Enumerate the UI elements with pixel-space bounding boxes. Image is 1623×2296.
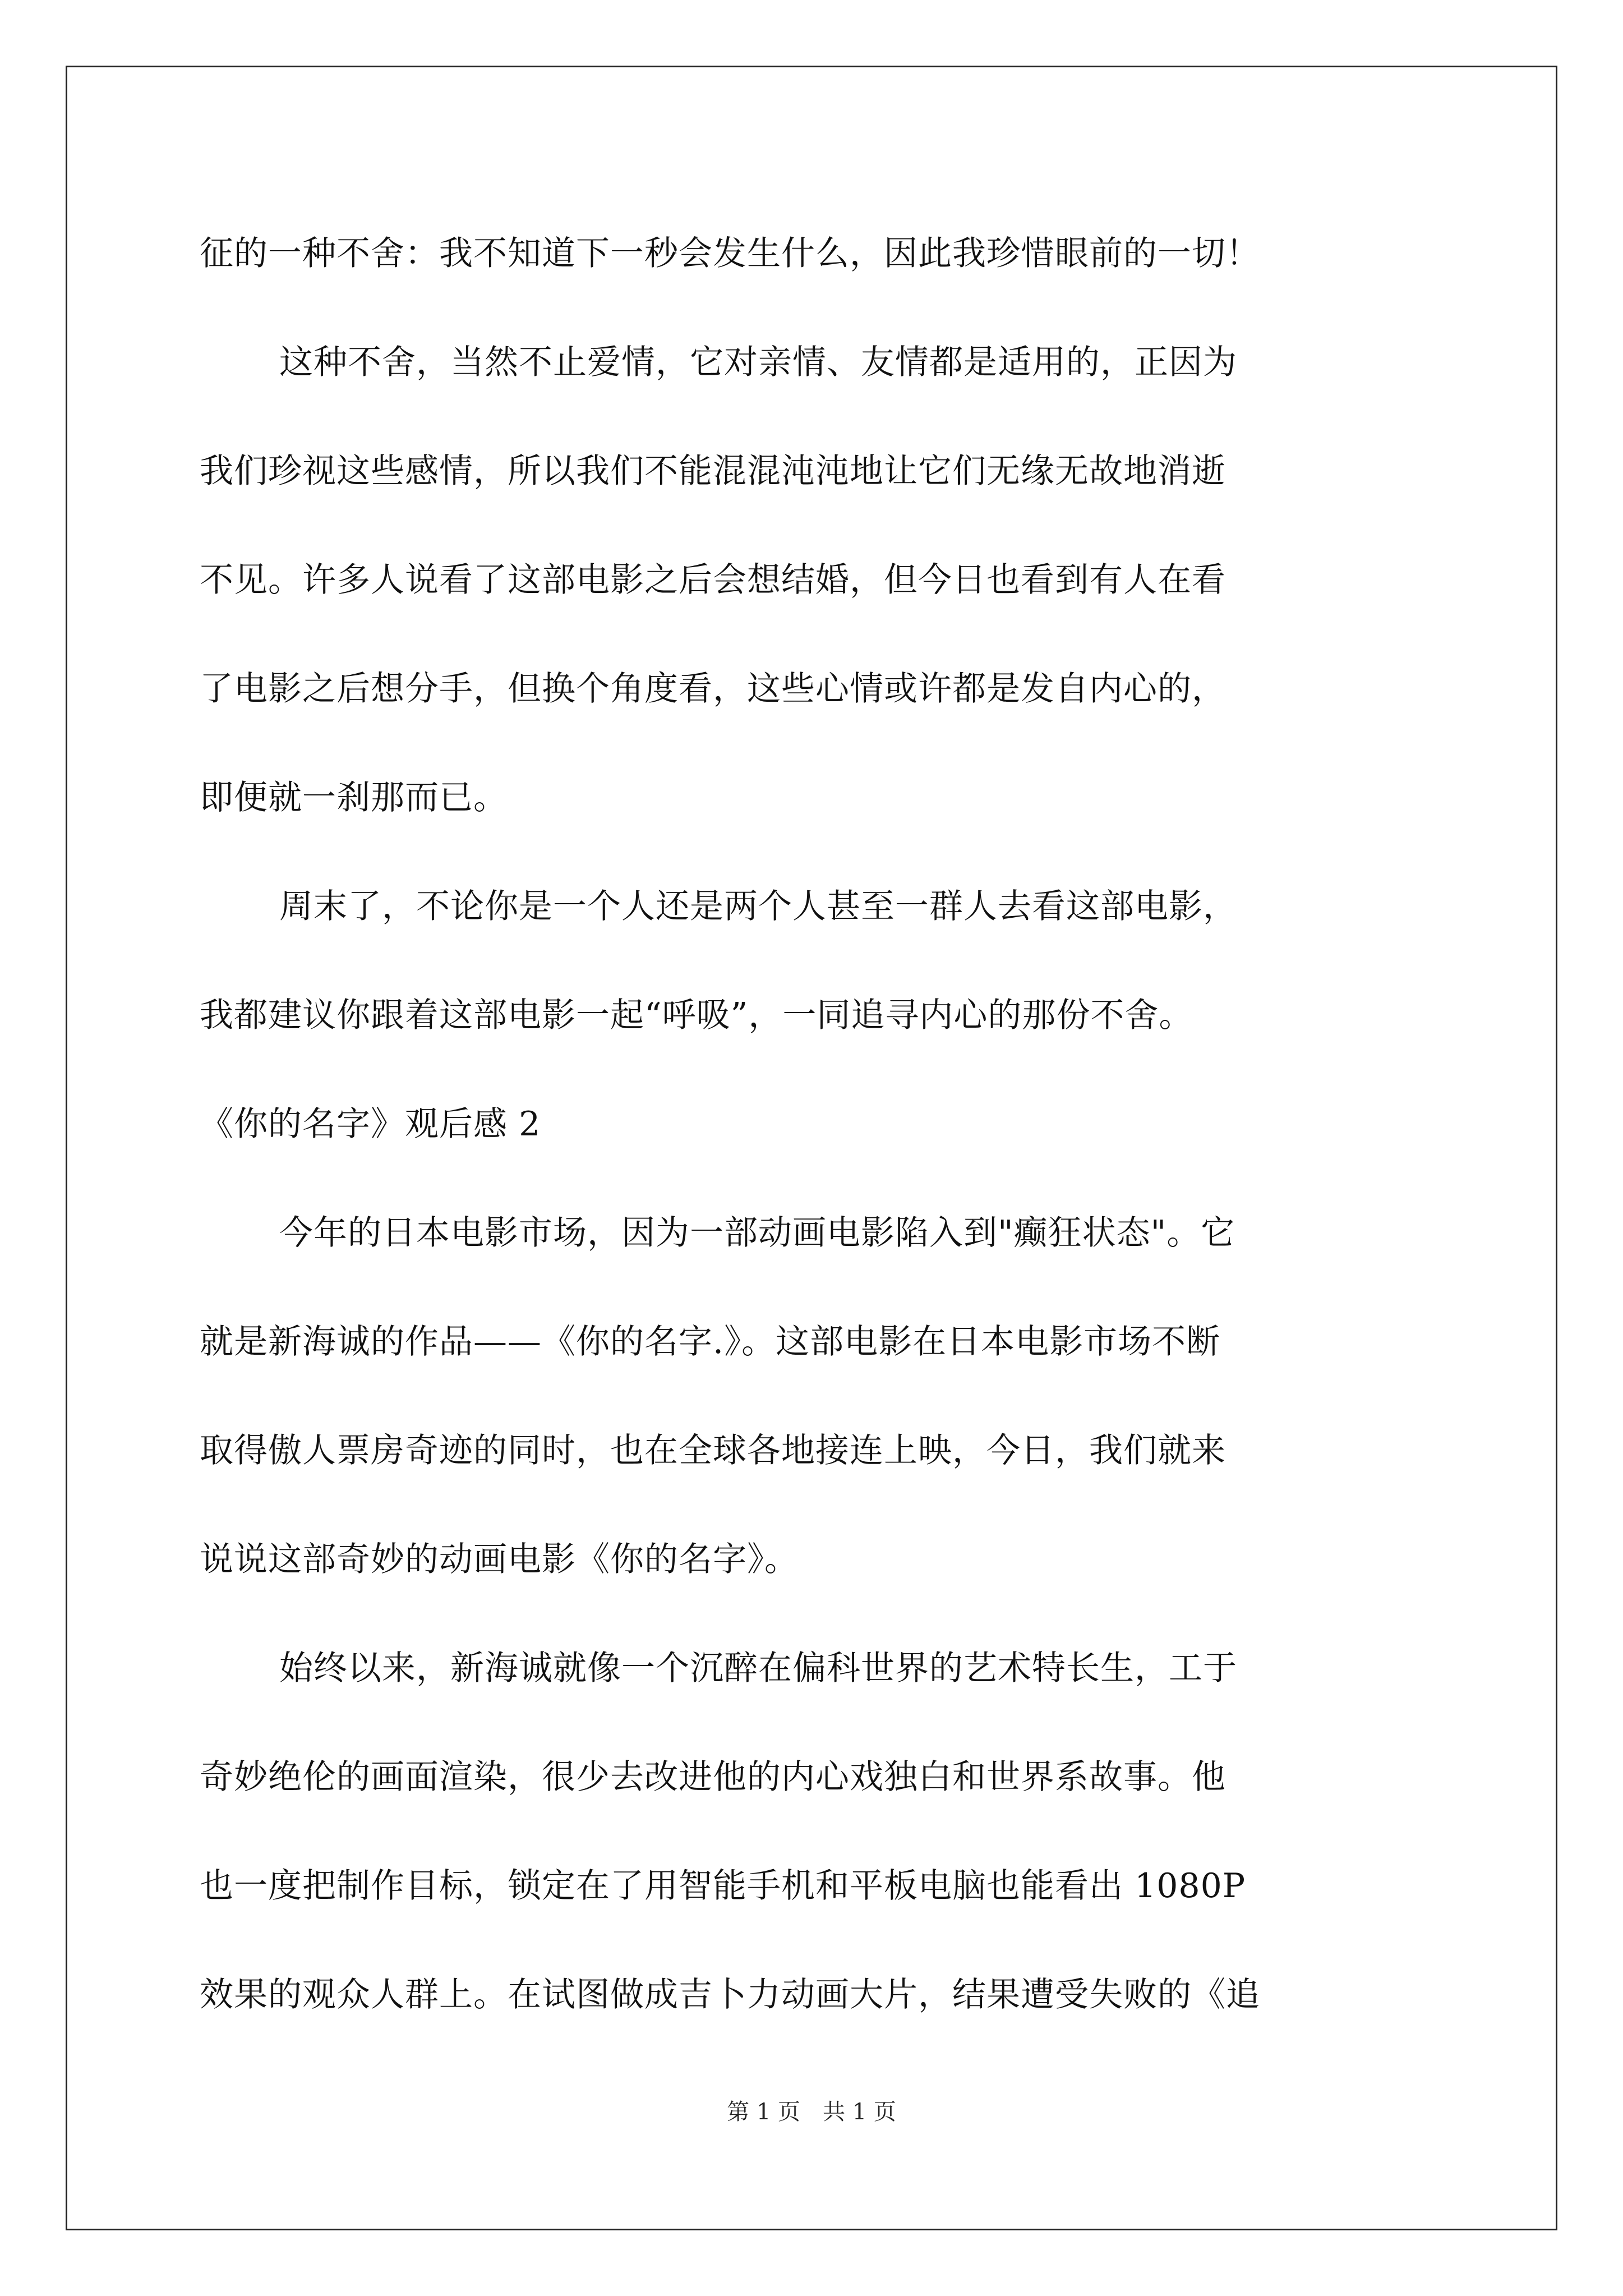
text-line: 始终以来，新海诚就像一个沉醉在偏科世界的艺术特长生，工于 [279,1649,1237,1688]
text-line: 我都建议你跟着这部电影一起“呼吸”，一同追寻内心的那份不舍。 [200,996,1193,1035]
page-footer: 第 1 页 共 1 页 [727,2099,896,2125]
text-line: 我们珍视这些感情，所以我们不能混混沌沌地让它们无缘无故地消逝 [200,452,1226,491]
text-line: 即便就一刹那而已。 [200,778,508,817]
text-line: 不见。许多人说看了这部电影之后会想结婚，但今日也看到有人在看 [200,560,1226,600]
text-line: 今年的日本电影市场，因为一部动画电影陷入到"癫狂状态"。它 [279,1213,1235,1253]
text-line: 周末了，不论你是一个人还是两个人甚至一群人去看这部电影， [279,887,1237,926]
text-line: 也一度把制作目标，锁定在了用智能手机和平板电脑也能看出 1080P [200,1866,1246,1906]
text-line: 奇妙绝伦的画面渲染，很少去改进他的内心戏独白和世界系故事。他 [200,1757,1226,1797]
section-heading: 《你的名字》观后感 2 [200,1105,541,1144]
text-line: 取得傲人票房奇迹的同时，也在全球各地接连上映，今日，我们就来 [200,1431,1226,1470]
text-line: 征的一种不舍：我不知道下一秒会发生什么，因此我珍惜眼前的一切！ [200,234,1260,273]
text-line: 了电影之后想分手，但换个角度看，这些心情或许都是发自内心的， [200,669,1226,708]
text-line: 说说这部奇妙的动画电影《你的名字》。 [200,1540,799,1579]
text-line: 效果的观众人群上。在试图做成吉卜力动画大片，结果遭受失败的《追 [200,1975,1260,2014]
text-line: 这种不舍，当然不止爱情，它对亲情、友情都是适用的，正因为 [279,343,1237,382]
text-line: 就是新海诚的作品——《你的名字.》。这部电影在日本电影市场不断 [200,1322,1221,1361]
